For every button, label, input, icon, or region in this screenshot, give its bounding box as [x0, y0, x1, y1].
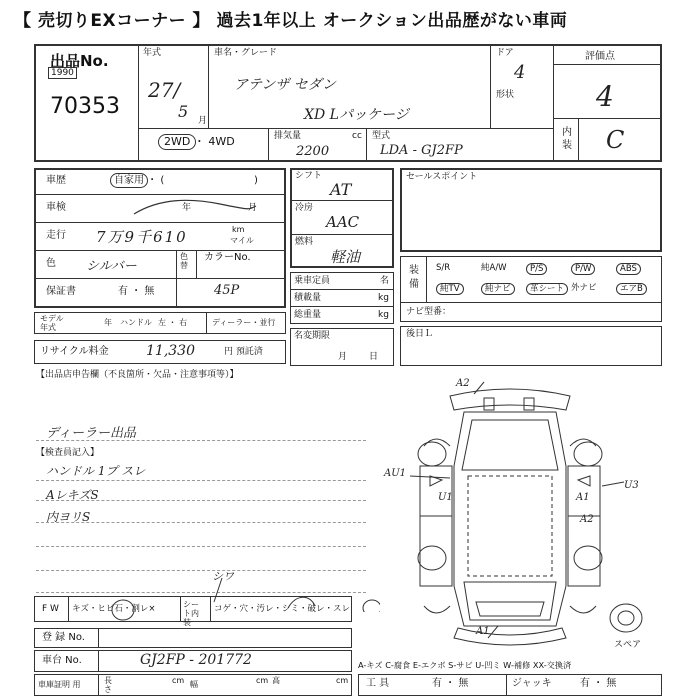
gross-label: 総重量 — [294, 310, 322, 320]
seat-note-arrow — [200, 572, 380, 612]
page-title: 【 売切りEXコーナー 】 過去1年以上 オークション出品歴がない車両 — [14, 11, 568, 31]
fw-label: F W — [42, 604, 59, 614]
capacity-unit: 名 — [380, 276, 390, 286]
notes-title: 【出品店申告欄（不良箇所・欠品・注意事項等）】 — [36, 370, 239, 380]
color-change: 色替 — [180, 252, 188, 270]
shift-value: AT — [330, 180, 352, 199]
history-options: 自家用 ・ ( — [114, 175, 165, 186]
mark-u1: U1 — [438, 492, 453, 503]
score-value: 4 — [596, 80, 614, 113]
door-value: 4 — [514, 62, 526, 83]
name-label: 車名・グレード — [214, 48, 278, 58]
model-year-unit: 年 — [104, 318, 112, 327]
dealer-note: ディーラー出品 — [46, 426, 136, 441]
model-label: 型式 — [372, 131, 391, 141]
recycle-value: 11,330 — [146, 343, 195, 359]
grade-value: XD Lパッケージ — [304, 107, 409, 123]
inspection-title: 【検査員記入】 — [36, 448, 100, 458]
inspection-scribble — [130, 196, 260, 220]
mark-a2-top: A2 — [456, 378, 470, 389]
shape-label: 形状 — [496, 90, 515, 100]
door-label: ドア — [496, 48, 514, 58]
inspection-line-2: AレキズS — [46, 488, 99, 502]
month-suffix: 月 — [198, 116, 208, 126]
ac-value: AAC — [326, 213, 360, 231]
equip-item: 純ナビ — [481, 283, 515, 295]
mark-u3: U3 — [624, 480, 639, 491]
year-month: 5 — [178, 102, 189, 121]
drive-options: 2WD ・ 4WD — [164, 135, 235, 148]
gross-unit: kg — [378, 310, 389, 320]
name-change-unit: 月日 — [338, 352, 401, 362]
mileage-unit-mile: マイル — [230, 236, 254, 245]
tools-label: 工 具 — [366, 678, 390, 689]
navi-label: ナビ型番： — [406, 307, 452, 317]
after-label: 後日Ｌ — [406, 329, 434, 339]
lot-label: 出品No. — [50, 52, 109, 70]
mark-au1: AU1 — [384, 468, 407, 479]
score-label: 評価点 — [585, 51, 615, 62]
equip-item: 純A/W — [481, 263, 507, 273]
load-label: 積載量 — [294, 293, 322, 303]
equip-item: S/R — [436, 263, 451, 273]
equip-item: 純TV — [436, 283, 464, 295]
handle-label: ハンドル — [120, 318, 152, 327]
interior-condition: コゲ・穴・汚レ・シミ・破レ・スレ — [214, 604, 351, 614]
cert-label: 車庫証明 用 — [38, 680, 81, 689]
equip-label: 装備 — [409, 265, 419, 290]
equip-item: 外ナビ — [571, 283, 597, 293]
name-change-label: 名変期限 — [294, 331, 331, 341]
inspection-label: 車検 — [46, 202, 66, 213]
length-label: 長さ — [104, 676, 112, 694]
dealer-label: ディーラー・並行 — [212, 318, 276, 327]
inspection-month: 月 — [248, 203, 258, 213]
width-label: 幅 — [190, 680, 198, 689]
spare-label: スペア — [614, 640, 642, 650]
mark-a1-right: A1 — [576, 492, 590, 503]
model-year-label: モデル年式 — [40, 314, 64, 332]
chassis-label: 車台 No. — [42, 655, 82, 666]
displacement-unit: cc — [352, 131, 362, 141]
year-label: 年式 — [143, 48, 162, 58]
inspection-year: 年 — [182, 203, 192, 213]
displacement-value: 2200 — [296, 144, 330, 159]
equip-item: 革シート — [526, 283, 568, 295]
displacement-label: 排気量 — [274, 131, 302, 141]
inspection-line-1: ハンドル 1プ スレ — [46, 464, 146, 478]
mileage-label: 走行 — [46, 230, 66, 241]
fuel-label: 燃料 — [295, 237, 314, 247]
equip-item: ABS — [616, 263, 641, 275]
height-label: 高 — [272, 676, 280, 685]
equip-item: P/W — [571, 263, 595, 275]
color-value: シルバー — [86, 259, 137, 274]
jack-options: 有 ・ 無 — [580, 678, 617, 689]
capacity-label: 乗車定員 — [294, 276, 331, 286]
handle-options: 左 ・ 右 — [158, 318, 188, 327]
cm-1: cm — [172, 676, 185, 685]
name-value: アテンザ セダン — [234, 77, 336, 93]
after-date-block — [400, 326, 662, 366]
load-unit: kg — [378, 293, 389, 303]
interior-label: 内装 — [562, 127, 572, 151]
warranty-options: 有 ・ 無 — [118, 286, 155, 297]
seat-label: シート内 装 — [183, 600, 199, 627]
interior-value: C — [606, 126, 625, 154]
color-label: 色 — [46, 258, 56, 269]
tools-options: 有 ・ 無 — [432, 678, 469, 689]
jack-label: ジャッキ — [512, 678, 552, 689]
color-no-value: 45P — [214, 283, 240, 298]
chassis-value: GJ2FP - 201772 — [140, 652, 252, 668]
history-label: 車歴 — [46, 175, 66, 186]
fuel-value: 軽油 — [330, 248, 361, 266]
year-value: 27/ — [148, 78, 181, 102]
cm-3: cm — [336, 676, 349, 685]
recycle-unit: 円 預託済 — [224, 347, 263, 357]
mark-a2-right: A2 — [580, 514, 594, 525]
recycle-label: リサイクル料金 — [40, 346, 109, 357]
mileage-value: 7万9千610 — [96, 228, 188, 246]
car-damage-diagram — [380, 376, 680, 660]
mark-a1-bottom: A1 — [476, 626, 490, 637]
model-value: LDA - GJ2FP — [380, 143, 463, 158]
color-no-label: カラーNo. — [204, 252, 251, 263]
warranty-label: 保証書 — [46, 286, 76, 297]
history-close: ) — [254, 175, 258, 186]
lot-small: 1990 — [48, 67, 77, 79]
equip-item: P/S — [526, 263, 547, 275]
tools-row — [358, 674, 662, 696]
sales-label: セールスポイント — [406, 172, 478, 182]
lot-number: 70353 — [50, 94, 120, 119]
damage-legend: A-キズ C-腐食 E-エクボ S-サビ U-凹ミ W-補修 XX-交換済 — [358, 660, 572, 670]
cm-2: cm — [256, 676, 269, 685]
mileage-unit-km: km — [232, 225, 245, 234]
scratch-circle — [108, 597, 138, 623]
ac-label: 冷房 — [295, 203, 314, 213]
shift-label: シフト — [295, 171, 323, 181]
equip-item: エアB — [616, 283, 647, 295]
seat-note: シワ — [212, 570, 234, 583]
inspection-line-3: 内ヨリS — [46, 510, 91, 524]
scratch-options: キズ・ヒビ石・割レ× — [72, 604, 156, 614]
reg-label: 登 録 No. — [42, 632, 85, 643]
